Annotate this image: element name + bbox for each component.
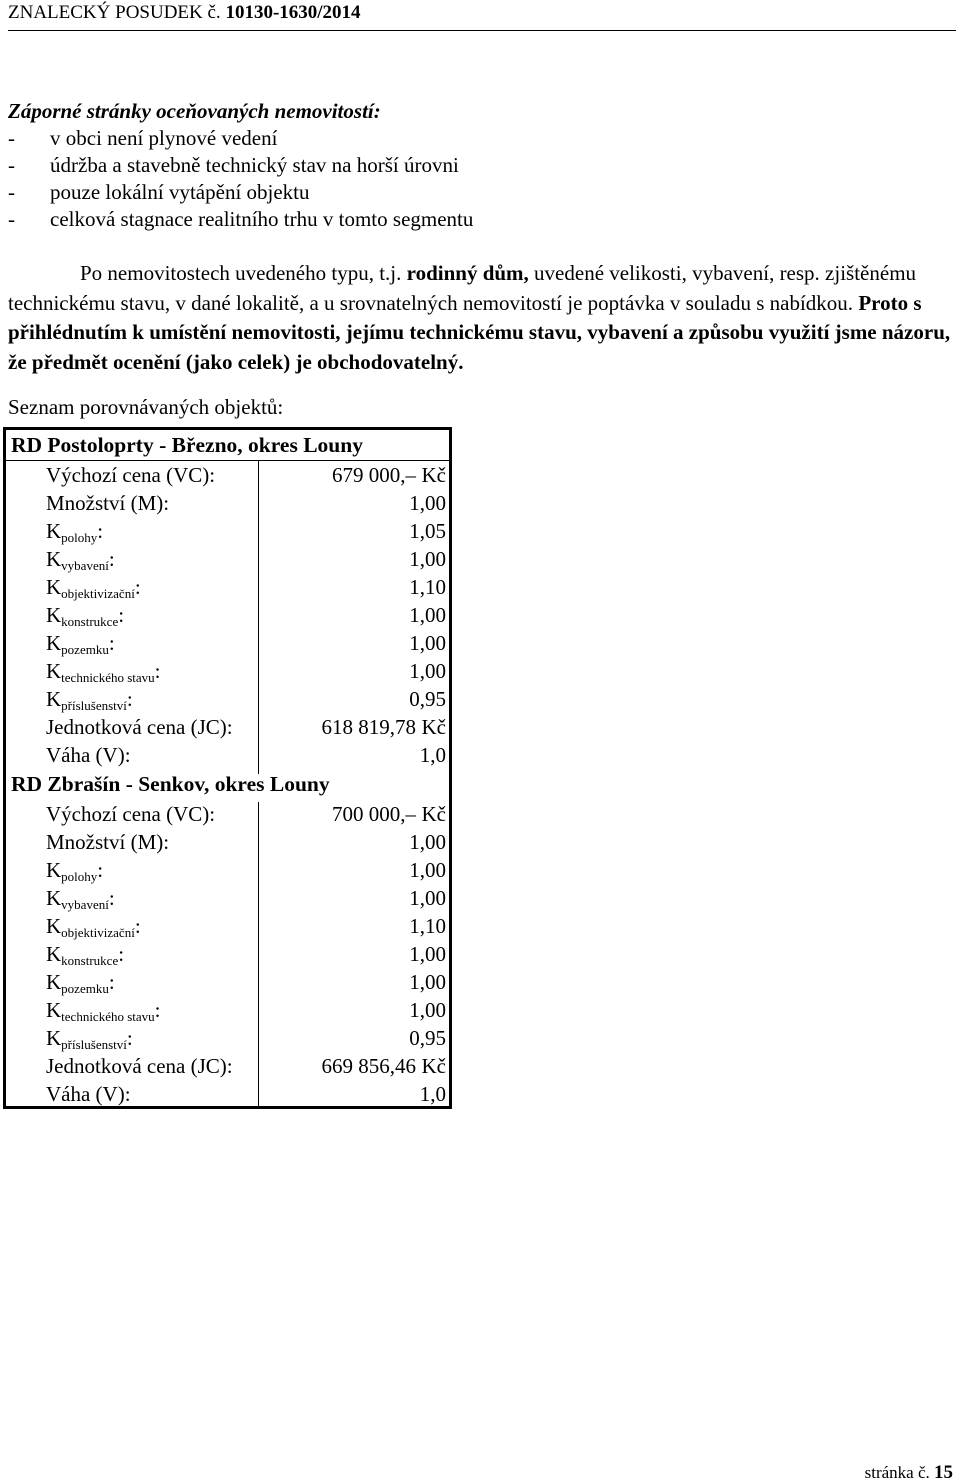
table-row: Množství (M): 1,00: [46, 491, 446, 515]
table-row: $K_{vybavení}$: 1,00: [46, 547, 446, 573]
table-row: Výchozí cena (VC): 679 000,– Kč: [46, 463, 446, 487]
table-row: Množství (M): 1,00: [46, 830, 446, 854]
table-row: $K_{konstrukce}$: 1,00: [46, 603, 446, 629]
list-item: - celková stagnace realitního trhu v tomto segmentu: [8, 207, 474, 231]
table-row: Jednotková cena (JC): 618 819,78 Kč: [46, 715, 446, 739]
comparison-table: [3, 427, 452, 1109]
table-row: Váha (V): 1,0: [46, 1082, 446, 1106]
object-title: RD Zbrašín - Senkov, okres Louny: [11, 772, 330, 796]
table-row: $K_{technického stavu}$: 1,00: [46, 659, 446, 685]
table-row: $K_{příslušenství}$: 0,95: [46, 687, 446, 713]
table-row: $K_{polohy}$: 1,05: [46, 519, 446, 545]
negatives-list: [8, 125, 473, 233]
comparison-list-title: Seznam porovnávaných objektů:: [8, 395, 284, 419]
document-header: [8, 2, 361, 24]
table-row: Výchozí cena (VC): 700 000,– Kč: [46, 802, 446, 826]
page-number: 15: [934, 1462, 953, 1483]
table-row: Jednotková cena (JC): 669 856,46 Kč: [46, 1054, 446, 1078]
page-footer: [865, 1462, 953, 1484]
table-row: $K_{vybavení}$: 1,00: [46, 886, 446, 912]
object-title: RD Postoloprty - Březno, okres Louny: [11, 433, 363, 457]
marketability-paragraph: Po nemovitostech uvedeného typu, t.j. rodinný dům, uvedené velikosti, vybavení, resp. zjištěnému technickému stavu, v dané lokalitě, a u srovnatelných nemovitostí je poptávka v souladu s nabídkou. Proto s přihlédnutím k umístění nemovitosti, jejímu technickému stavu, vybavení a způsobu využití jsme názoru, že předmět ocenění (jako celek) je obchodovatelný.: [8, 261, 951, 374]
list-item: - pouze lokální vytápění objektu: [8, 180, 310, 204]
table-row: $K_{pozemku}$: 1,00: [46, 631, 446, 657]
table-row: Váha (V): 1,0: [46, 743, 446, 767]
header-title: ZNALECKÝ POSUDEK č.: [8, 2, 221, 23]
negatives-title: Záporné stránky oceňovaných nemovitostí:: [8, 99, 381, 123]
table-row: $K_{objektivizační}$: 1,10: [46, 914, 446, 940]
table-row: $K_{příslušenství}$: 0,95: [46, 1026, 446, 1052]
table-row: $K_{technického stavu}$: 1,00: [46, 998, 446, 1024]
footer-label: stránka č.: [864, 1463, 930, 1482]
list-item: - v obci není plynové vedení: [8, 126, 278, 150]
table-row: $K_{pozemku}$: 1,00: [46, 970, 446, 996]
table-row: $K_{polohy}$: 1,00: [46, 858, 446, 884]
table-row: $K_{objektivizační}$: 1,10: [46, 575, 446, 601]
header-rule: [8, 30, 956, 31]
table-row: $K_{konstrukce}$: 1,00: [46, 942, 446, 968]
list-item: - údržba a stavebně technický stav na horší úrovni: [8, 153, 459, 177]
row-divider: [6, 460, 449, 461]
header-number: 10130-1630/2014: [225, 2, 361, 23]
